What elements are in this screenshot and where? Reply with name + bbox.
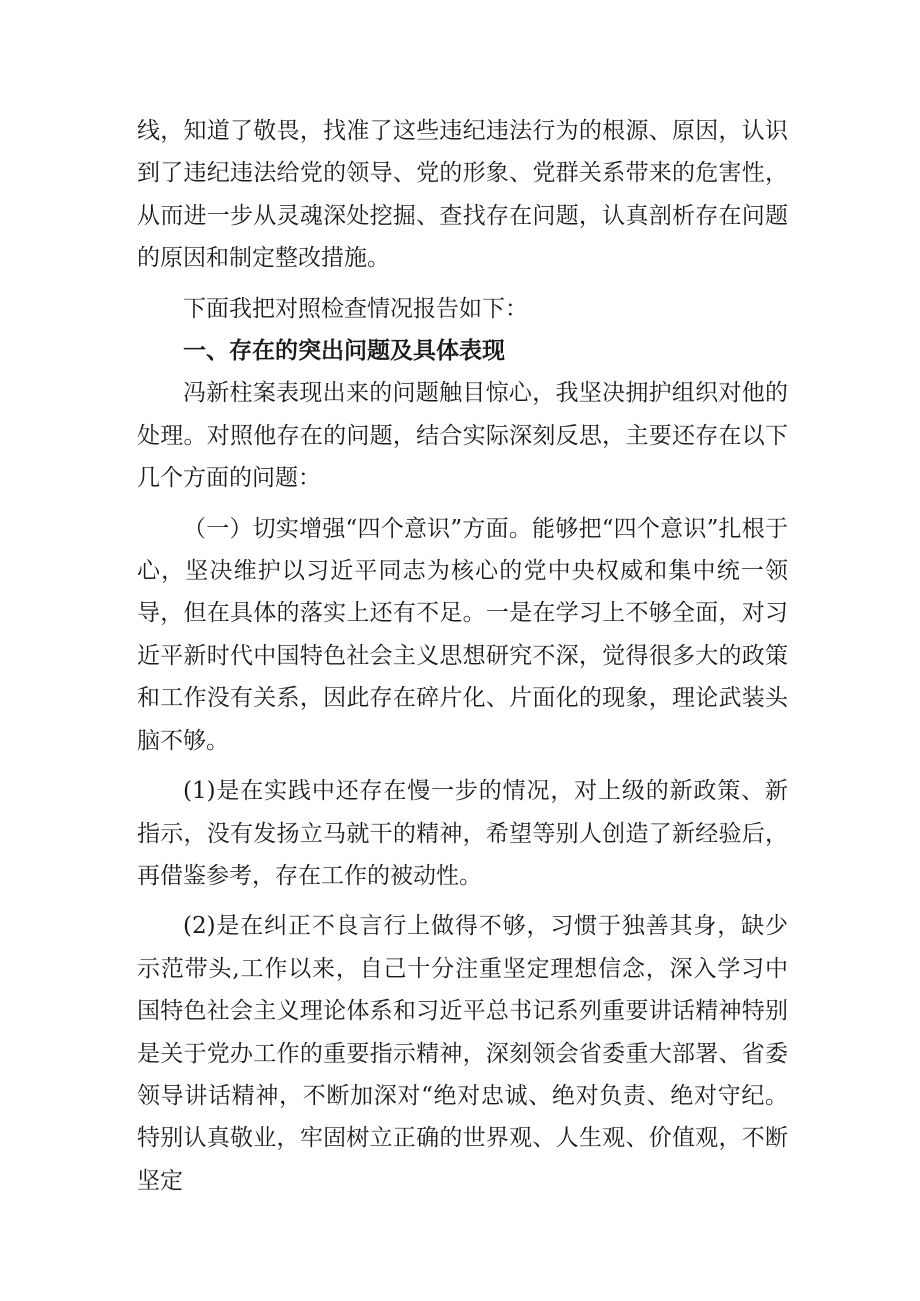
document-body [137, 110, 788, 1202]
paragraph-four-consciousness: （一）切实增强“四个意识”方面。能够把“四个意识”扎根于心，坚决维护以习近平同志为核心的党中央权威和集中统一领导，但在具体的落实上还有不足。一是在学习上不够全面，对习近平新时代中国特色社会主义思想研究不深，觉得很多大的政策和工作没有关系，因此存在碎片化、片面化的现象，理论武装头脑不够。 [137, 515, 788, 754]
paragraph-report-intro: 下面我把对照检查情况报告如下： [183, 295, 528, 322]
paragraph-continuation: 线，知道了敬畏，找准了这些违纪违法行为的根源、原因，认识到了违纪违法给党的领导、党的形象、党群关系带来的危害性，从而进一步从灵魂深处挖掘、查找存在问题，认真剖析存在问题的原因和制定整改措施。 [137, 118, 788, 272]
paragraph-point-2: (2)是在纠正不良言行上做得不够，习惯于独善其身，缺少示范带头,工作以来，自己十分注重坚定理想信念，深入学习中国特色社会主义理论体系和习近平总书记系列重要讲话精神特别是关于党办工作的重要指示精神，深刻领会省委重大部署、省委领导讲话精神，不断加深对“绝对忠诚、绝对负责、绝对守纪。特别认真敬业，牢固树立正确的世界观、人生观、价值观，不断坚定 [137, 913, 788, 1194]
paragraph-case-reflection: 冯新柱案表现出来的问题触目惊心，我坚决拥护组织对他的处理。对照他存在的问题，结合实际深刻反思，主要还存在以下几个方面的问题： [137, 380, 788, 492]
section-heading: 一、存在的突出问题及具体表现 [183, 338, 505, 365]
paragraph-point-1: (1)是在实践中还存在慢一步的情况，对上级的新政策、新指示，没有发扬立马就干的精神，希望等别人创造了新经验后，再借鉴参考，存在工作的被动性。 [137, 778, 788, 889]
